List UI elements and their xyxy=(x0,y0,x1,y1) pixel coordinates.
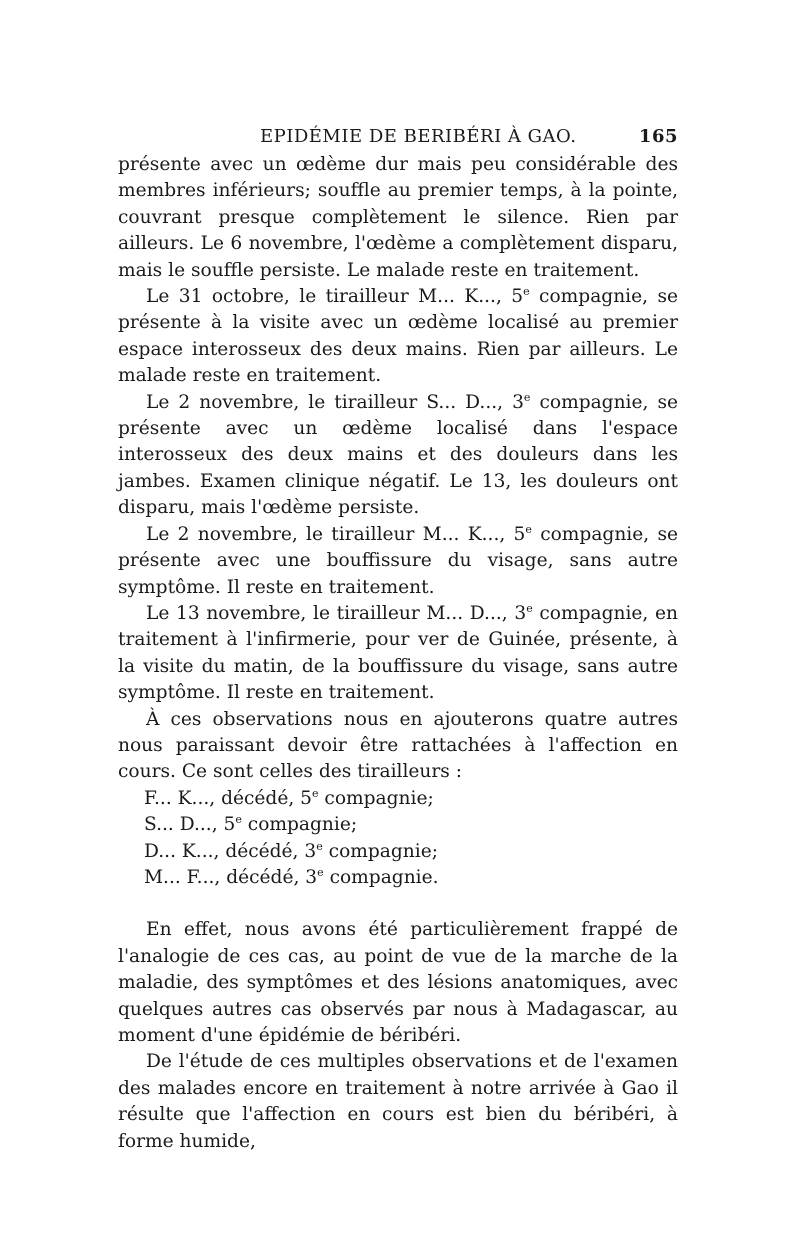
paragraph-conclusion: De l'étude de ces multiples observations et de l'examen des malades encore en traitement à notre arrivée à Gao il résulte que l'affection en cours est bien du béribéri, à forme humide, xyxy=(118,1051,678,1152)
paragraph-observation-2-novembre-m-k: Le 2 novembre, le tirailleur M... K..., 5e compagnie, se présente avec une bouffissure du visage, sans autre symptôme. Il reste en traitement. xyxy=(118,522,678,598)
list-item: D... K..., décédé, 3e compagnie; xyxy=(144,839,438,862)
page-number: 165 xyxy=(638,126,678,147)
running-head xyxy=(148,126,678,148)
paragraph-madagascar-analogy: En effet, nous avons été particulièrement frappé de l'analogie de ces cas, au point de vue de la marche de la maladie, des symptômes et des lésions anatomiques, avec quelques autres cas observés par nous à Madagascar, au moment d'une épidémie de béribéri. xyxy=(118,919,678,1046)
list-item: M... F..., décédé, 3e compagnie. xyxy=(144,865,439,888)
paragraph-observation-13-novembre: Le 13 novembre, le tirailleur M... D..., 3e compagnie, en traitement à l'infirmerie, pour ver de Guinée, présente, à la visite du matin, de la bouffissure du visage, sans autre symptôme. Il reste en traitement. xyxy=(118,601,678,704)
paragraph-additional-observations: À ces observations nous en ajouterons quatre autres nous paraissant devoir être rattachées à l'affection en cours. Ce sont celles des tirailleurs : xyxy=(118,708,678,783)
list-item: F... K..., décédé, 5e compagnie; xyxy=(144,786,434,809)
list-item: S... D..., 5e compagnie; xyxy=(144,812,358,836)
body-text xyxy=(118,152,678,1155)
paragraph-observation-31-octobre: Le 31 octobre, le tirailleur M... K..., 5e compagnie, se présente à la visite avec un œdème localisé au premier espace interosseux des deux mains. Rien par ailleurs. Le malade reste en traitement. xyxy=(118,284,678,387)
section-gap xyxy=(118,891,678,917)
paragraph-continuation: présente avec un œdème dur mais peu considérable des membres inférieurs; souffle au premier temps, à la pointe, couvrant presque complètement le silence. Rien par ailleurs. Le 6 novembre, l'œdème a complètement disparu, mais le souffle persiste. Le malade reste en traitement. xyxy=(118,154,678,281)
tirailleurs-list xyxy=(118,786,678,892)
running-title: EPIDÉMIE DE BERIBÉRI À GAO. xyxy=(260,126,577,147)
paragraph-observation-2-novembre-s-d: Le 2 novembre, le tirailleur S... D..., 3e compagnie, se présente avec un œdème localisé dans l'espace interosseux des deux mains et des douleurs dans les jambes. Examen clinique négatif. Le 13, les douleurs ont disparu, mais l'œdème persiste. xyxy=(118,390,678,519)
